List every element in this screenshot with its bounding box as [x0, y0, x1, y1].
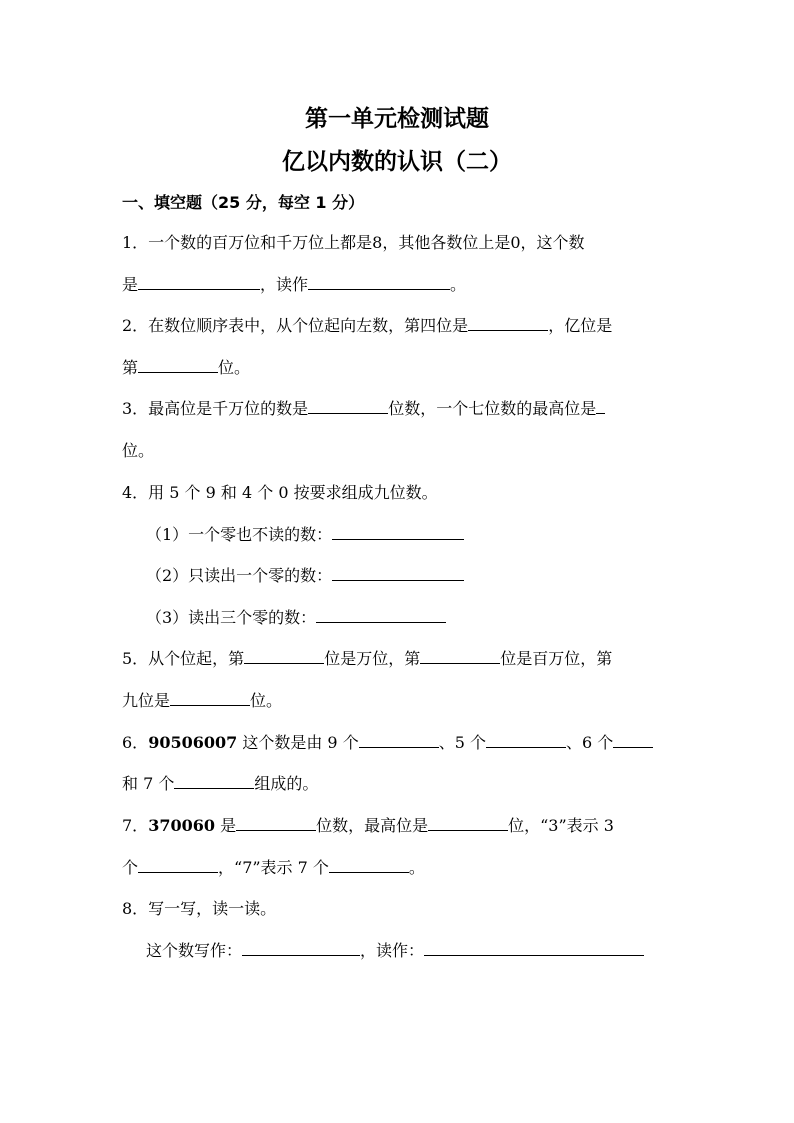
- question-6-line-1: [122, 732, 653, 754]
- question-7-line-2: [122, 857, 425, 879]
- question-3-text: 3．最高位是千万位的数是: [122, 399, 309, 418]
- question-1-line-2: [122, 274, 466, 296]
- question-6-line-2: [122, 773, 318, 795]
- question-1-prefix: 是: [122, 275, 139, 294]
- answer-blank[interactable]: [613, 732, 653, 748]
- question-6-value: 90506007: [148, 733, 238, 752]
- question-2-prefix: 第: [122, 358, 139, 377]
- answer-blank[interactable]: [236, 815, 316, 831]
- question-3-mid: 位数，一个七位数的最高位是: [388, 399, 597, 418]
- answer-blank[interactable]: [174, 773, 254, 789]
- question-7-mid-2: 位，“3”表示 3: [508, 816, 614, 835]
- page-subtitle: 亿以内数的认识（二）: [282, 149, 512, 175]
- answer-blank[interactable]: [329, 857, 409, 873]
- question-8-mid: ，读作：: [360, 941, 425, 960]
- question-2-end: 位。: [218, 358, 251, 377]
- answer-blank[interactable]: [332, 565, 464, 581]
- question-6-mid-2: 、6 个: [565, 733, 614, 752]
- question-4-line-1: [122, 482, 438, 504]
- answer-blank[interactable]: [468, 315, 548, 331]
- question-7-mid: 位数，最高位是: [316, 816, 429, 835]
- question-4-sub-3: [146, 607, 446, 629]
- question-7-mid-3: ，“7”表示 7 个: [218, 858, 329, 877]
- question-7-number: 7．: [122, 816, 149, 835]
- question-5-text: 5．从个位起，第: [122, 649, 245, 668]
- question-5-end: 位。: [250, 691, 283, 710]
- question-8-prefix: 这个数写作：: [146, 941, 243, 960]
- answer-blank[interactable]: [138, 274, 260, 290]
- question-4-text: 4．用 5 个 9 和 4 个 0 按要求组成九位数。: [122, 483, 438, 502]
- question-1-text: 1．一个数的百万位和千万位上都是8，其他各数位上是0，这个数: [122, 233, 585, 252]
- question-1-end: 。: [450, 275, 467, 294]
- question-5-mid-2: 位是百万位，第: [500, 649, 613, 668]
- answer-blank[interactable]: [428, 815, 508, 831]
- question-2-line-2: [122, 357, 250, 379]
- question-8-line-2: [146, 940, 644, 962]
- question-7-prefix: 个: [122, 858, 139, 877]
- question-6-mid: 、5 个: [438, 733, 486, 752]
- question-2-line-1: [122, 315, 612, 337]
- question-6-end: 组成的。: [254, 774, 319, 793]
- question-8-text: 8．写一写，读一读。: [122, 899, 277, 918]
- question-2-text: 2．在数位顺序表中，从个位起向左数，第四位是: [122, 316, 469, 335]
- question-8-line-1: [122, 898, 276, 920]
- answer-blank[interactable]: [316, 607, 446, 623]
- answer-blank[interactable]: [308, 274, 450, 290]
- answer-blank[interactable]: [420, 648, 500, 664]
- question-4-sub-2: [146, 565, 464, 587]
- question-7-end: 。: [408, 858, 425, 877]
- question-1-line-1: [122, 232, 585, 254]
- question-3-line-1: [122, 398, 605, 420]
- question-5-line-1: [122, 648, 612, 670]
- page-title: 第一单元检测试题: [305, 106, 489, 132]
- question-6-number: 6．: [122, 733, 149, 752]
- question-6-text: 这个数是由 9 个: [237, 733, 359, 752]
- question-4-sub-1: [146, 524, 464, 546]
- answer-blank[interactable]: [244, 648, 324, 664]
- section-heading: 一、填空题（25 分，每空 1 分）: [122, 193, 365, 212]
- answer-blank[interactable]: [170, 690, 250, 706]
- answer-blank[interactable]: [596, 398, 605, 414]
- answer-blank[interactable]: [486, 732, 566, 748]
- question-4-sub-2-text: （2）只读出一个零的数：: [146, 566, 333, 585]
- question-7-text: 是: [214, 816, 237, 835]
- question-1-mid: ，读作: [260, 275, 309, 294]
- answer-blank[interactable]: [359, 732, 439, 748]
- question-2-mid: ，亿位是: [548, 316, 613, 335]
- question-3-line-2: [122, 440, 154, 462]
- answer-blank[interactable]: [138, 357, 218, 373]
- answer-blank[interactable]: [332, 524, 464, 540]
- question-5-mid: 位是万位，第: [324, 649, 421, 668]
- question-7-line-1: [122, 815, 614, 837]
- answer-blank[interactable]: [308, 398, 388, 414]
- question-7-value: 370060: [148, 816, 215, 835]
- question-6-prefix: 和 7 个: [122, 774, 175, 793]
- question-5-prefix: 九位是: [122, 691, 171, 710]
- answer-blank[interactable]: [242, 940, 360, 956]
- question-4-sub-1-text: （1）一个零也不读的数：: [146, 525, 333, 544]
- question-5-line-2: [122, 690, 282, 712]
- question-4-sub-3-text: （3）读出三个零的数：: [146, 608, 317, 627]
- answer-blank[interactable]: [424, 940, 644, 956]
- question-3-end: 位。: [122, 441, 155, 460]
- answer-blank[interactable]: [138, 857, 218, 873]
